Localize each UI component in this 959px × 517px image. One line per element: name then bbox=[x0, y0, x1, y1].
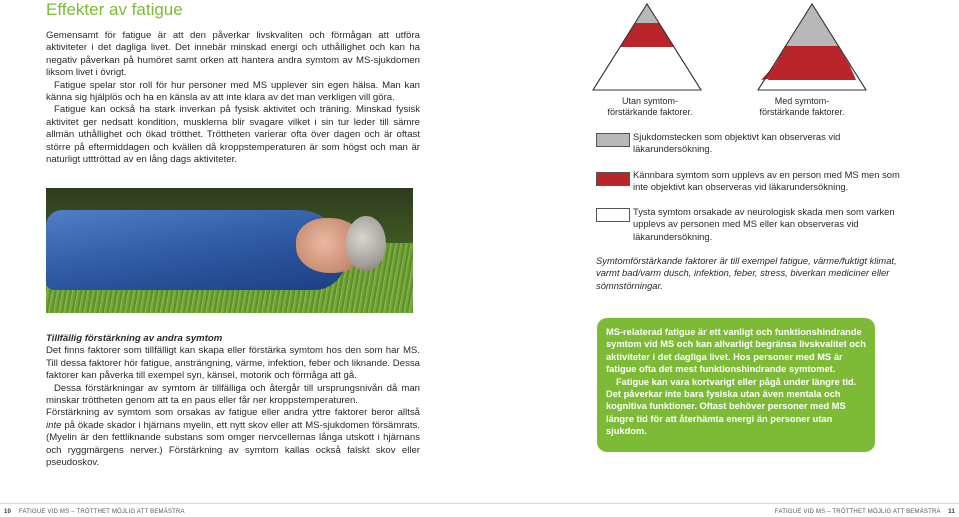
symptom-triangles-diagram bbox=[590, 0, 920, 95]
section-paragraph-3-part-a: Förstärkning av symtom som orsakas av fatigue eller andra yttre faktorer beror alltså bbox=[46, 407, 420, 419]
photo-man-lying-on-grass bbox=[46, 188, 413, 313]
legend-swatch-white bbox=[596, 208, 630, 222]
footer-left bbox=[4, 509, 185, 515]
intro-paragraph-3: Fatigue kan också ha stark inverkan på fysisk aktivitet och träning. Minskad fysisk aktivitet ger nedsatt kondition, musklerna blir svagare vilket i sin tur leder till sämre allmän uthållighet och ökad trötthet. Tröttheten varierar ofta över dagen och är oftast större på eftermiddagen och kvällen då kroppstemperaturen är som högst och man är naturligt utttröttad av en lång dags aktiviteter. bbox=[46, 104, 420, 166]
section-paragraph-3-emphasis: inte bbox=[46, 419, 62, 431]
section-paragraph-3-part-b: på ökade skador i hjärnans myelin, ett nytt skov eller att MS-sjukdomen försämrats. (Myelin är den fettliknande substans som omger nervcellernas långa utskott i hjärnans och ryggmärgens nerver.) Förstärkning av symtom kallas också falskt skov eller pseudoskov. bbox=[46, 419, 420, 469]
triangle-right-label bbox=[742, 96, 862, 118]
page-number-right: 11 bbox=[948, 509, 955, 515]
highlight-paragraph-1: MS-relaterad fatigue är ett vanligt och funktionshindrande symtom vid MS och kan allvarligt begränsa livskvalitet och aktiviteter i det dagliga livet. Hos personer med MS är fatigue ofta det mest funktionshindrande symtomet. bbox=[606, 327, 866, 375]
footer-left-text: FATIGUE VID MS – TRÖTTHET MÖJLIG ATT BEMÄSTRA bbox=[18, 509, 185, 515]
section-temporary-reinforcement bbox=[46, 333, 420, 469]
section-paragraph-1: Det finns faktorer som tillfälligt kan skapa eller förstärka symtom hos den som har MS. Till dessa faktorer hör fatigue, ansträngning, värme, infektion, feber och liknande. Dessa faktorer kan påverka till exempel syn, känsel, motorik och förmåga att gå. bbox=[46, 345, 420, 382]
triangle-left-label bbox=[590, 96, 710, 118]
page-title: Effekter av fatigue bbox=[46, 0, 183, 19]
legend-swatch-gray bbox=[596, 133, 630, 147]
intro-paragraph-2: Fatigue spelar stor roll för hur personer med MS upplever sin egen hälsa. Man kan känna sig hjälplös och ha en känsla av att inte klara av det man verkligen vill göra. bbox=[46, 79, 420, 104]
triangle-right-label-line-1: Med symtom- bbox=[774, 96, 830, 106]
triangle-right-label-line-2: förstärkande faktorer. bbox=[759, 107, 845, 117]
triangle-left-label-line-1: Utan symtom- bbox=[621, 96, 678, 106]
intro-paragraph-1: Gemensamt för fatigue är att den påverkar livskvaliten och förmågan att utföra aktiviteter i det dagliga livet. Det innebär minskad energi och uthållighet och kan ha negativ påverkan på humöret samt orken att hantera andra symtom av MS-sjukdomen liksom livet i övrigt. bbox=[46, 30, 420, 79]
footer-divider bbox=[0, 503, 959, 504]
highlight-paragraph-2: Fatigue kan vara kortvarigt eller pågå under längre tid. Det påverkar inte bara fysiska utan även mentala och kognitiva funktioner. Oftast behöver personer med MS längre tid för att återhämta energi än personer utan sjukdom. bbox=[606, 376, 857, 437]
triangle-without-factors bbox=[593, 4, 701, 90]
legend-text-signs: Sjukdomstecken som objektivt kan observeras vid läkarundersökning. bbox=[633, 131, 841, 155]
triangle-with-factors bbox=[758, 4, 866, 90]
highlight-box bbox=[597, 318, 875, 452]
legend-text-felt-symptoms: Kännbara symtom som upplevs av en person med MS men som inte objektivt kan observeras vid läkarundersökning. bbox=[633, 169, 900, 193]
intro-text bbox=[46, 30, 420, 166]
legend-swatch-red bbox=[596, 172, 630, 186]
factors-note: Symtomförstärkande faktorer är till exempel fatigue, värme/fuktigt klimat, varmt bad/varm dusch, infektion, feber, stress, biverkan mediciner eller sömnstörningar. bbox=[596, 255, 897, 291]
page-number-left: 10 bbox=[4, 509, 12, 515]
legend-text-silent-symptoms: Tysta symtom orsakade av neurologisk skada men som varken upplevs av personen med MS eller kan observeras vid läkarundersökning. bbox=[633, 206, 895, 242]
triangle-left-label-line-2: förstärkande faktorer. bbox=[607, 107, 693, 117]
footer-right-text: FATIGUE VID MS – TRÖTTHET MÖJLIG ATT BEMÄSTRA bbox=[774, 509, 941, 515]
section-paragraph-2: Dessa förstärkningar av symtom är tillfälliga och återgår till ursprungsnivån då man minskar tröttheten genom att ta en paus eller får ner kroppstemperaturen. bbox=[46, 382, 420, 407]
footer-right bbox=[775, 509, 955, 515]
section-heading: Tillfällig förstärkning av andra symtom bbox=[46, 333, 223, 344]
section-paragraph-3 bbox=[46, 407, 420, 469]
